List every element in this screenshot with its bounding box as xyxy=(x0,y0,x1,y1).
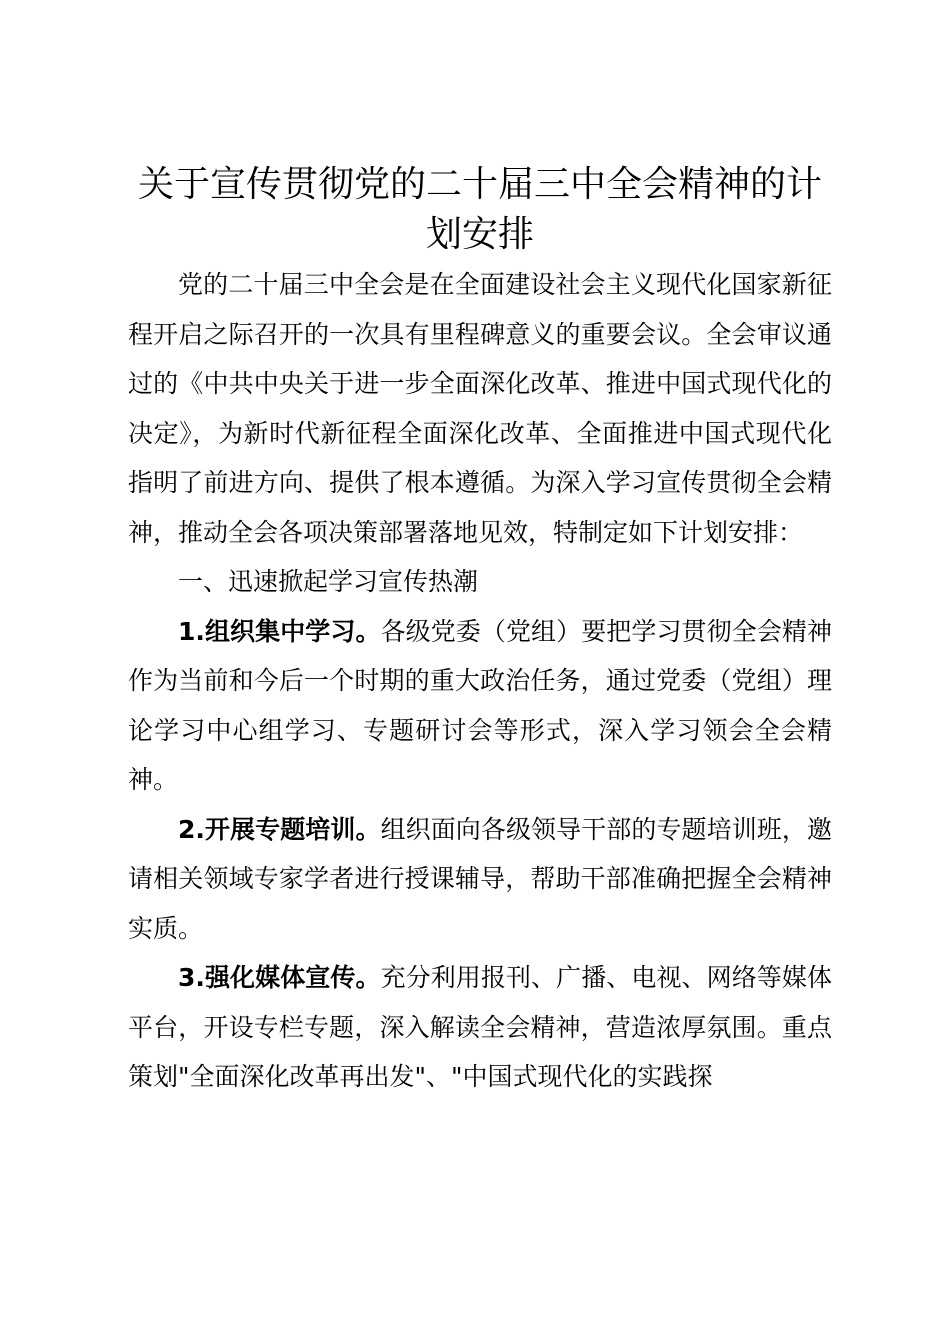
item-paragraph-2 xyxy=(128,805,832,954)
section-heading-1: 一、迅速掀起学习宣传热潮 xyxy=(178,567,479,596)
item-paragraph-1 xyxy=(128,607,832,805)
item-text-3: 充分利用报刊、广播、电视、网络等媒体平台，开设专栏专题，深入解读全会精神，营造浓厚氛围。重点策划"全面深化改革再出发"、"中国式现代化的实践探 xyxy=(128,963,832,1091)
item-lead-1: 1.组织集中学习。 xyxy=(178,616,381,646)
item-text-2: 组织面向各级领导干部的专题培训班，邀请相关领域专家学者进行授课辅导，帮助干部准确把握全会精神实质。 xyxy=(128,814,832,943)
document-title: 关于宣传贯彻党的二十届三中全会精神的计划安排 xyxy=(137,164,822,255)
document-page xyxy=(128,160,832,1102)
item-lead-3: 3.强化媒体宣传。 xyxy=(178,963,381,992)
intro-paragraph: 党的二十届三中全会是在全面建设社会主义现代化国家新征程开启之际召开的一次具有里程碑意义的重要会议。全会审议通过的《中共中央关于进一步全面深化改革、推进中国式现代化的决定》，为新时代新征程全面深化改革、全面推进中国式现代化指明了前进方向、提供了根本遵循。为深入学习宣传贯彻全会精神，推动全会各项决策部署落地见效，特制定如下计划安排： xyxy=(128,270,832,547)
item-paragraph-3 xyxy=(128,953,832,1102)
item-text-1: 各级党委（党组）要把学习贯彻全会精神作为当前和今后一个时期的重大政治任务，通过党委（党组）理论学习中心组学习、专题研讨会等形式，深入学习领会全会精神。 xyxy=(128,616,832,794)
item-lead-2: 2.开展专题培训。 xyxy=(178,814,381,844)
